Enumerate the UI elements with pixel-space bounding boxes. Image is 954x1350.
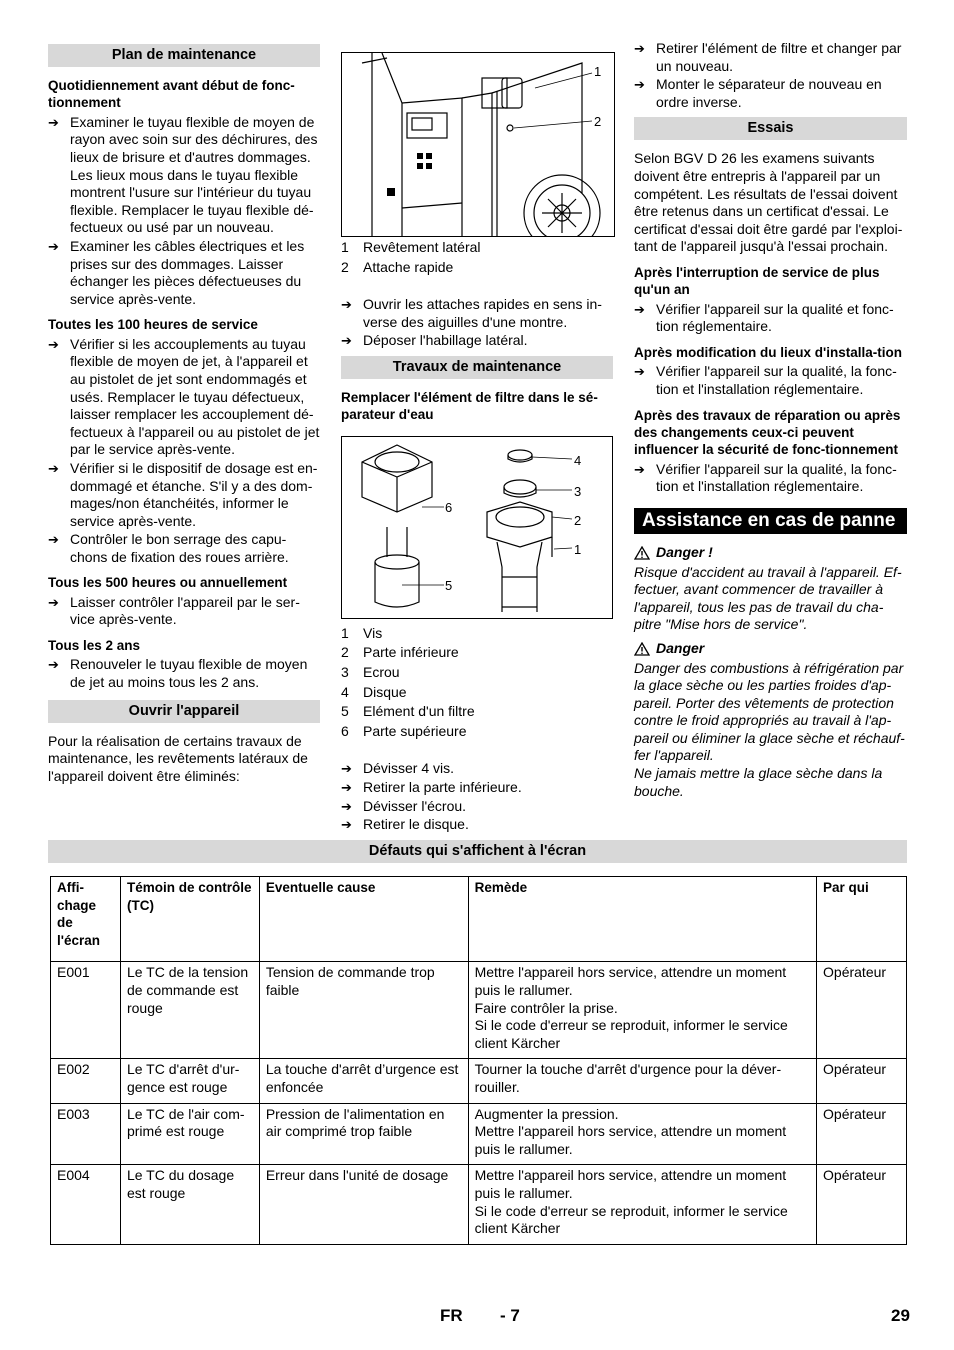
fig2-label-1: 1 [574, 541, 582, 557]
arrow-right-icon: ➔ [634, 41, 645, 56]
cell-remedy: Tourner la touche d'arrêt d'urgence pour la déver-rouiller. [468, 1059, 816, 1103]
arrow-right-icon: ➔ [341, 798, 352, 814]
warning-triangle-icon [634, 642, 650, 656]
cell-display: E003 [51, 1103, 121, 1165]
steps-filter [341, 760, 613, 833]
list-item [341, 798, 613, 816]
danger-2-heading [634, 640, 907, 658]
legend-text: Attache rapide [363, 258, 454, 275]
legend-number: 6 [341, 722, 349, 739]
section-heading-plan: Plan de maintenance [48, 44, 320, 67]
machine-illustration [342, 53, 614, 236]
footer-page-number: 29 [891, 1306, 910, 1325]
list-daily [48, 114, 320, 309]
danger-1-text: Risque d'accident au travail à l'appareil. Ef-fectuer, avant commencer de travailler à l'appareil, tous les pas de travail du cha-pitre "Mise hors de service". [634, 563, 902, 633]
header-display: Affi-chage de l'écran [51, 877, 121, 962]
list-item [48, 656, 320, 691]
danger-2-title: Danger [656, 639, 705, 656]
list-100h [48, 336, 320, 567]
arrow-right-icon: ➔ [341, 817, 352, 833]
list-item [634, 363, 907, 398]
list-item-text: Contrôler le bon serrage des capu-chons de fixation des roues arrière. [70, 531, 289, 565]
arrow-right-icon: ➔ [48, 532, 59, 548]
list-2years [48, 656, 320, 691]
cell-remedy: Mettre l'appareil hors service, attendre un moment puis le rallumer. Faire contrôler la prise. Si le code d'erreur se reproduit, informer le service client Kärcher [468, 962, 816, 1059]
list-item [634, 76, 907, 111]
arrow-right-icon: ➔ [341, 297, 352, 313]
list-item-text: Monter le séparateur de nouveau en ordre inverse. [656, 76, 882, 110]
figure-filter [341, 436, 613, 619]
fig2-label-5: 5 [445, 577, 453, 593]
list-interrupt [634, 301, 907, 336]
legend-item [341, 239, 613, 257]
arrow-right-icon: ➔ [341, 761, 352, 777]
column-1 [48, 40, 320, 793]
legend-text: Parte inférieure [363, 644, 459, 661]
arrow-right-icon: ➔ [48, 594, 59, 610]
list-item [341, 816, 613, 834]
list-item-text: Retirer la parte inférieure. [363, 778, 522, 795]
table-row [51, 1059, 907, 1103]
steps-filter-cont [634, 40, 907, 111]
cell-indicator: Le TC de l'air com-primé est rouge [120, 1103, 259, 1165]
legend-text: Disque [363, 683, 407, 700]
legend-text: Parte supérieure [363, 722, 467, 739]
list-item-text: Vérifier si les accouplements au tuyau flexible de moyen de jet, à l'appareil et au pistolet de jet sont endommagés et usés. Remplacer le tuyau défectueux, laisser remplacer les accouplement dé-fectueux à l'appareil ou au pistolet de jet par le service après-vente. [70, 335, 320, 458]
legend-text: Ecrou [363, 663, 400, 680]
heading-location: Après modification du lieux d'installa-tion [634, 344, 902, 360]
cell-display: E002 [51, 1059, 121, 1103]
table-row [51, 962, 907, 1059]
list-location [634, 363, 907, 398]
cell-by-whom: Opérateur [817, 1059, 907, 1103]
list-item-text: Vérifier si le dispositif de dosage est en-dommagé et étanche. S'il y a des dom-mages/non étanchéités, informer le service après-vente. [70, 459, 318, 529]
cell-display: E001 [51, 962, 121, 1059]
danger-1-heading [634, 544, 907, 562]
legend-number: 1 [341, 239, 349, 255]
legend-item [341, 625, 613, 643]
column-2 [341, 52, 613, 835]
arrow-right-icon: ➔ [48, 657, 59, 673]
list-item-text: Retirer le disque. [363, 816, 469, 833]
list-item-text: Vérifier l'appareil sur la qualité, la fonc-tion et l'installation réglementaire. [656, 460, 897, 495]
header-cause: Eventuelle cause [259, 877, 468, 962]
danger-2-text: Danger des combustions à réfrigération par la glace sèche ou les parties froides d'ap-pareil. Porter des vêtements de protection contre le froid appropriés au travail à l'ap-pareil ou éliminer la glace sèche et réchauf-fer l'appareil. [634, 659, 905, 764]
arrow-right-icon: ➔ [634, 301, 645, 317]
filter-illustration [342, 437, 612, 618]
danger-2-text-2: Ne jamais mettre la glace sèche dans la bouche. [634, 765, 883, 799]
table-title: Défauts qui s'affichent à l'écran [48, 840, 907, 863]
heading-2years: Tous les 2 ans [48, 638, 141, 654]
table-section [48, 840, 907, 863]
heading-100h: Toutes les 100 heures de service [48, 317, 258, 333]
header-remedy: Remède [468, 877, 816, 962]
list-item [48, 336, 320, 459]
list-item-text: Dévisser 4 vis. [363, 760, 455, 777]
list-item [341, 296, 613, 331]
arrow-right-icon: ➔ [634, 461, 645, 477]
section-heading-tests: Essais [634, 117, 907, 140]
fig2-label-6: 6 [445, 499, 453, 515]
list-item [341, 779, 613, 797]
list-item-text: Renouveler le tuyau flexible de moyen de jet au moins tous les 2 ans. [70, 656, 308, 691]
cell-cause: Pression de l'alimentation en air comprimé trop faible [259, 1103, 468, 1165]
list-item [634, 461, 907, 496]
list-item [48, 238, 320, 308]
cell-by-whom: Opérateur [817, 1165, 907, 1244]
list-item [48, 531, 320, 566]
heading-500h: Tous les 500 heures ou annuellement [48, 575, 288, 591]
section-heading-help: Assistance en cas de panne [634, 508, 907, 534]
cell-indicator: Le TC de la tension de commande est rouge [120, 962, 259, 1059]
cell-by-whom: Opérateur [817, 1103, 907, 1165]
legend-text: Elément d'un filtre [363, 703, 475, 720]
list-item [48, 114, 320, 237]
heading-repair: Après des travaux de réparation ou après des changements ceux-ci peuvent influencer la sécurité de fonc-tionnement [634, 407, 901, 458]
fig1-label-2: 2 [594, 114, 602, 129]
fig2-label-4: 4 [574, 452, 582, 468]
list-item-text: Dévisser l'écrou. [363, 797, 467, 814]
legend-item [341, 644, 613, 662]
fig2-legend [341, 625, 613, 741]
list-item [634, 301, 907, 336]
table-body [51, 962, 907, 1244]
section-heading-open: Ouvrir l'appareil [48, 700, 320, 723]
fig1-legend [341, 239, 613, 276]
list-item-text: Retirer l'élément de filtre et changer par un nouveau. [656, 40, 902, 74]
legend-item [341, 684, 613, 702]
error-table [50, 876, 907, 1245]
cell-by-whom: Opérateur [817, 962, 907, 1059]
legend-text: Vis [363, 624, 383, 641]
arrow-right-icon: ➔ [48, 238, 59, 254]
legend-number: 5 [341, 703, 349, 720]
arrow-right-icon: ➔ [48, 460, 59, 476]
list-item-text: Examiner le tuyau flexible de moyen de rayon avec soin sur des déchirures, des lieux de brisure et d'autres dommages. Les lieux mous dans le tuyau flexible montrent l'usure sur l'intérieur du tuyau flexible. Remplacer le tuyau flexible dé-fectueux ou usé par un nouveau. [70, 113, 318, 236]
list-500h [48, 594, 320, 629]
danger-1-title: Danger ! [656, 543, 713, 560]
legend-text: Revêtement latéral [363, 239, 481, 255]
list-item-text: Ouvrir les attaches rapides en sens in-verse des aiguilles d'une montre. [363, 296, 602, 330]
cell-display: E004 [51, 1165, 121, 1244]
arrow-right-icon: ➔ [634, 364, 645, 380]
list-item [48, 460, 320, 530]
legend-item [341, 723, 613, 741]
heading-filter: Remplacer l'élément de filtre dans le sé-parateur d'eau [341, 389, 598, 423]
list-item [341, 332, 613, 350]
table-row [51, 1103, 907, 1165]
legend-item [341, 259, 613, 277]
section-heading-works: Travaux de maintenance [341, 356, 613, 379]
header-indicator: Témoin de contrôle (TC) [120, 877, 259, 962]
list-item [341, 760, 613, 778]
figure-side-panel [341, 52, 615, 237]
heading-daily: Quotidiennement avant début de fonc-tionnement [48, 78, 295, 111]
footer-language: FR [440, 1306, 463, 1325]
arrow-right-icon: ➔ [48, 114, 59, 130]
legend-number: 2 [341, 644, 349, 661]
table-header-row [51, 877, 907, 962]
list-item-text: Examiner les câbles électriques et les prises sur des dommages. Laisser échanger les pièces défectueuses du service après-vente. [70, 237, 305, 307]
cell-indicator: Le TC d'arrêt d'ur-gence est rouge [120, 1059, 259, 1103]
arrow-right-icon: ➔ [634, 77, 645, 93]
arrow-right-icon: ➔ [341, 333, 352, 349]
arrow-right-icon: ➔ [48, 336, 59, 352]
footer-page-local: - 7 [500, 1306, 520, 1325]
list-item-text: Vérifier l'appareil sur la qualité et fonc-tion réglementaire. [656, 300, 894, 335]
open-paragraph: Pour la réalisation de certains travaux de maintenance, les revêtements latéraux de l'appareil doivent être éliminés: [48, 732, 308, 784]
list-item-text: Déposer l'habillage latéral. [363, 332, 528, 349]
legend-number: 3 [341, 663, 349, 680]
cell-remedy: Mettre l'appareil hors service, attendre un moment puis le rallumer. Si le code d'erreur se reproduit, informer le service client Kärcher [468, 1165, 816, 1244]
legend-number: 2 [341, 258, 349, 275]
table-row [51, 1165, 907, 1244]
list-item-text: Vérifier l'appareil sur la qualité, la fonc-tion et l'installation réglementaire. [656, 363, 897, 397]
list-item [48, 594, 320, 629]
fig2-label-2: 2 [574, 512, 582, 528]
fig1-label-1: 1 [594, 64, 602, 79]
cell-cause: Tension de commande trop faible [259, 962, 468, 1059]
cell-indicator: Le TC du dosage est rouge [120, 1165, 259, 1244]
steps-open [341, 296, 613, 350]
arrow-right-icon: ➔ [341, 779, 352, 795]
legend-item [341, 664, 613, 682]
list-item [634, 40, 907, 75]
header-by-whom: Par qui [817, 877, 907, 962]
legend-number: 4 [341, 683, 349, 700]
tests-paragraph: Selon BGV D 26 les examens suivants doivent être entrepris à l'appareil par un compétent. Les résultats de l'essai doivent être retenus dans un certificat d'essai. Le certificat d'essai doit être gardé par l'exploi-tant de l'appareil jusqu'à l'essai prochain. [634, 150, 903, 255]
warning-triangle-icon [634, 546, 650, 560]
column-3 [634, 40, 907, 806]
fig2-label-3: 3 [574, 483, 582, 499]
cell-cause: La touche d'arrêt d’urgence est enfoncée [259, 1059, 468, 1103]
list-item-text: Laisser contrôler l'appareil par le ser-vice après-vente. [70, 593, 300, 628]
heading-interrupt: Après l'interruption de service de plus qu'un an [634, 264, 880, 298]
legend-number: 1 [341, 624, 349, 641]
cell-cause: Erreur dans l'unité de dosage [259, 1165, 468, 1244]
list-repair [634, 461, 907, 496]
legend-item [341, 703, 613, 721]
cell-remedy: Augmenter la pression. Mettre l'appareil hors service, attendre un moment puis le rallumer. [468, 1103, 816, 1165]
